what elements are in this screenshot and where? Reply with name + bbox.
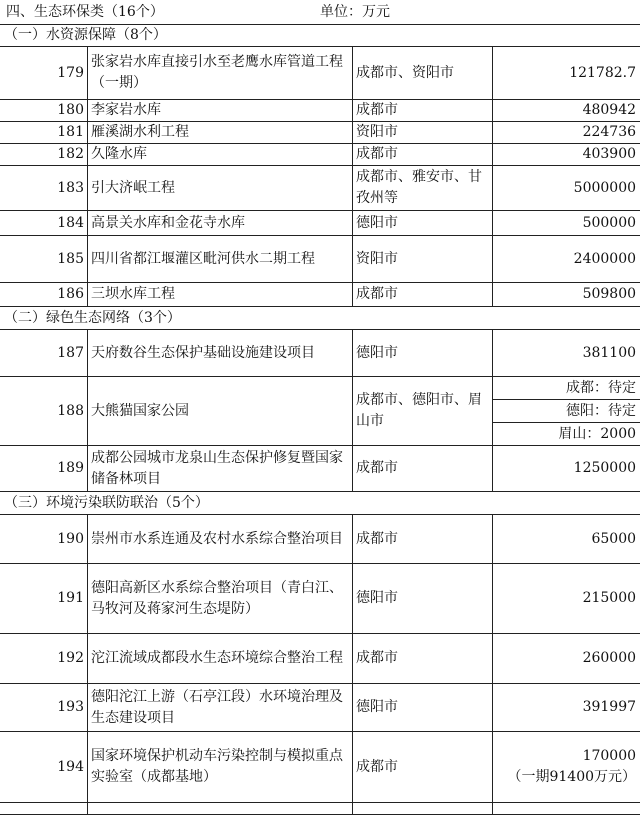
project-region: 成都市 — [353, 732, 493, 803]
category-title: 四、生态环保类（16个） — [6, 4, 164, 20]
table-row — [0, 283, 640, 307]
project-value: 500000 — [493, 211, 640, 236]
project-value: 480942 — [493, 100, 640, 122]
project-value: 2400000 — [493, 236, 640, 283]
row-number: 185 — [0, 236, 88, 283]
project-value-cell — [493, 732, 640, 803]
row-number: 192 — [0, 634, 88, 684]
table-row — [0, 211, 640, 236]
section-header-row — [0, 307, 640, 330]
project-value-line: 眉山：2000 — [493, 423, 640, 446]
unit-label: 单位：万元 — [320, 2, 390, 23]
project-value: 215000 — [493, 564, 640, 634]
project-name: 大熊猫国家公园 — [88, 377, 353, 446]
row-number: 183 — [0, 166, 88, 211]
project-value: 381100 — [493, 330, 640, 377]
row-number: 193 — [0, 684, 88, 732]
row-number: 190 — [0, 515, 88, 564]
project-name: 雁溪湖水利工程 — [88, 122, 353, 144]
project-value: 121782.7 — [493, 47, 640, 100]
project-value: 391997 — [493, 684, 640, 732]
row-number: 184 — [0, 211, 88, 236]
project-name: 高景关水库和金花寺水库 — [88, 211, 353, 236]
project-region: 成都市 — [353, 446, 493, 492]
row-number: 188 — [0, 377, 88, 446]
project-region: 成都市 — [353, 144, 493, 166]
table-row — [0, 732, 640, 803]
project-region: 成都市、德阳市、眉山市 — [353, 377, 493, 446]
project-region: 成都市、雅安市、甘孜州等 — [353, 166, 493, 211]
project-value: 224736 — [493, 122, 640, 144]
project-value-line: 成都：待定 — [493, 377, 640, 400]
project-value-line: 德阳：待定 — [493, 400, 640, 423]
row-number: 191 — [0, 564, 88, 634]
project-region: 成都市 — [353, 515, 493, 564]
section-title: （一）水资源保障（8个） — [0, 25, 640, 47]
project-value-line: 170000 — [496, 746, 636, 767]
row-number: 182 — [0, 144, 88, 166]
section-title: （二）绿色生态网络（3个） — [0, 307, 640, 330]
project-region: 资阳市 — [353, 236, 493, 283]
table-row — [0, 446, 640, 492]
project-name: 李家岩水库 — [88, 100, 353, 122]
project-name: 国家环境保护机动车污染控制与模拟重点实验室（成都基地） — [88, 732, 353, 803]
section-title: （三）环境污染联防联治（5个） — [0, 492, 640, 515]
table-row — [0, 47, 640, 100]
project-value: 509800 — [493, 283, 640, 307]
table-row — [0, 684, 640, 732]
project-region: 成都市 — [353, 634, 493, 684]
row-number: 187 — [0, 330, 88, 377]
project-value-line: （一期91400万元） — [496, 767, 636, 788]
table-row — [0, 564, 640, 634]
project-name: 崇州市水系连通及农村水系综合整治项目 — [88, 515, 353, 564]
project-region: 德阳市 — [353, 211, 493, 236]
row-number: 180 — [0, 100, 88, 122]
project-name: 天府数谷生态保护基础设施建设项目 — [88, 330, 353, 377]
table-row — [0, 377, 640, 400]
project-region: 德阳市 — [353, 684, 493, 732]
table-row — [0, 166, 640, 211]
project-name: 沱江流域成都段水生态环境综合整治工程 — [88, 634, 353, 684]
project-name: 张家岩水库直接引水至老鹰水库管道工程（一期） — [88, 47, 353, 100]
table-row — [0, 515, 640, 564]
project-name: 四川省都江堰灌区毗河供水二期工程 — [88, 236, 353, 283]
project-value: 1250000 — [493, 446, 640, 492]
table-row — [0, 236, 640, 283]
table-row — [0, 144, 640, 166]
project-name: 德阳沱江上游（石亭江段）水环境治理及生态建设项目 — [88, 684, 353, 732]
section-header-row — [0, 492, 640, 515]
project-region: 资阳市 — [353, 122, 493, 144]
project-value: 403900 — [493, 144, 640, 166]
project-name: 德阳高新区水系综合整治项目（青白江、马牧河及蒋家河生态堤防） — [88, 564, 353, 634]
section-header-row — [0, 25, 640, 47]
table-row — [0, 122, 640, 144]
row-number: 186 — [0, 283, 88, 307]
project-name: 久隆水库 — [88, 144, 353, 166]
project-name: 引大济岷工程 — [88, 166, 353, 211]
table-row — [0, 634, 640, 684]
project-value: 260000 — [493, 634, 640, 684]
row-number: 194 — [0, 732, 88, 803]
project-region: 德阳市 — [353, 330, 493, 377]
project-name: 成都公园城市龙泉山生态保护修复暨国家储备林项目 — [88, 446, 353, 492]
project-name: 三坝水库工程 — [88, 283, 353, 307]
project-value: 5000000 — [493, 166, 640, 211]
row-number: 189 — [0, 446, 88, 492]
category-header-row — [0, 0, 640, 25]
table-row — [0, 330, 640, 377]
row-number: 181 — [0, 122, 88, 144]
project-region: 成都市 — [353, 283, 493, 307]
project-region: 成都市 — [353, 100, 493, 122]
table-row-partial — [0, 803, 640, 815]
row-number: 179 — [0, 47, 88, 100]
project-region: 德阳市 — [353, 564, 493, 634]
table-row — [0, 100, 640, 122]
project-region: 成都市、资阳市 — [353, 47, 493, 100]
project-value: 65000 — [493, 515, 640, 564]
